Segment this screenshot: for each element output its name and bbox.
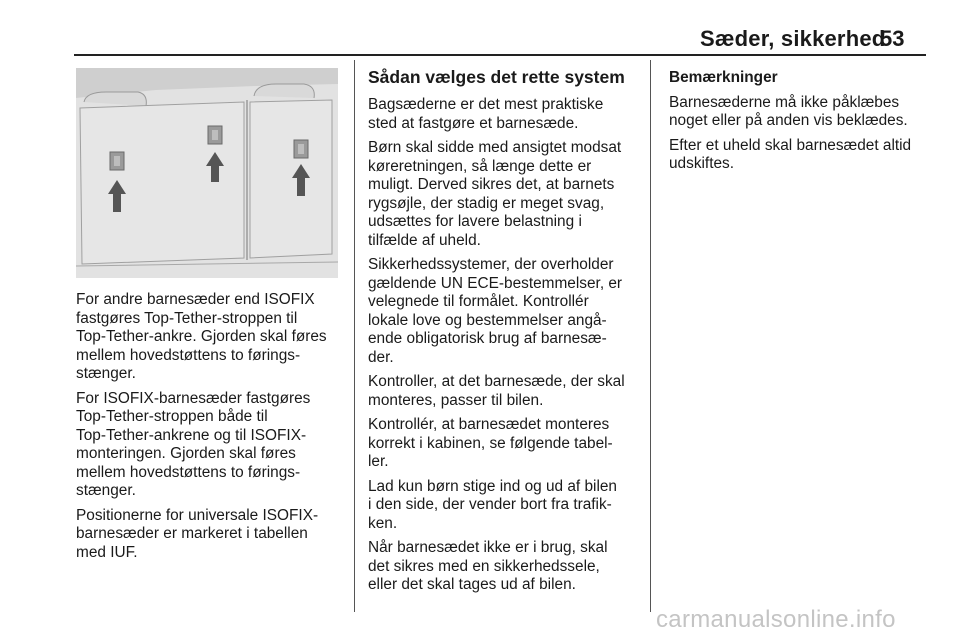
- paragraph: Barnesæderne må ikke påklæbes noget eller på anden vis beklædes.: [669, 93, 908, 129]
- column-divider-left: [354, 60, 355, 612]
- note-heading: Bemærkninger: [669, 69, 778, 86]
- top-tether-anchor-right: [294, 140, 308, 158]
- column-divider-right: [650, 60, 651, 612]
- paragraph: Når barnesædet ikke er i brug, skal det sikres med en sikkerhedssele, eller det skal tages ud af bilen.: [368, 539, 608, 593]
- top-tether-anchor-left: [110, 152, 124, 170]
- rear-seat-top-tether-illustration: [76, 68, 338, 278]
- paragraph: Børn skal sidde med ansigtet modsat køreretningen, så længe dette er muligt. Derved sikres det, at barnets rygsøjle, der stadig er meget svag, udsættes for lavere belastning i tilfælde af uheld.: [368, 139, 622, 249]
- paragraph: Lad kun børn stige ind og ud af bilen i den side, der vender bort fra trafik- ken.: [368, 477, 617, 532]
- paragraph: Kontroller, at det barnesæde, der skal monteres, passer til bilen.: [368, 373, 625, 409]
- notes-column: [669, 69, 931, 180]
- page-number: 53: [880, 26, 905, 51]
- paragraph: For ISOFIX-barnesæder fastgøres Top-Tether-stroppen både til Top-Tether-ankrene og til ISOFIX- monteringen. Gjorden skal føres mellem hovedstøttens to førings- stænger.: [76, 389, 311, 499]
- middle-column-text: [368, 96, 640, 601]
- page-header-title: Sæder, sikkerhed: [700, 26, 886, 51]
- section-heading: Sådan vælges det rette system: [368, 67, 625, 87]
- left-column-text: [76, 291, 348, 568]
- paragraph: For andre barnesæder end ISOFIX fastgøres Top-Tether-stroppen til Top-Tether-ankre. Gjorden skal føres mellem hovedstøttens to førings- stænger.: [76, 291, 327, 382]
- paragraph: Efter et uheld skal barnesædet altid udskiftes.: [669, 136, 912, 172]
- paragraph: Positionerne for universale ISOFIX- barnesæder er markeret i tabellen med IUF.: [76, 506, 319, 561]
- header-rule: [74, 54, 926, 56]
- paragraph: Sikkerhedssystemer, der overholder gældende UN ECE-bestemmelser, er velegnede til formålet. Kontrollér lokale love og bestemmelser angå- ende obligatorisk brug af barnesæ- der.: [368, 256, 623, 366]
- paragraph: Bagsæderne er det mest praktiske sted at fastgøre et barnesæde.: [368, 96, 604, 132]
- paragraph: Kontrollér, at barnesædet monteres korrekt i kabinen, se følgende tabel- ler.: [368, 416, 613, 470]
- top-tether-anchor-center: [208, 126, 222, 144]
- watermark: carmanualsonline.info: [656, 606, 896, 633]
